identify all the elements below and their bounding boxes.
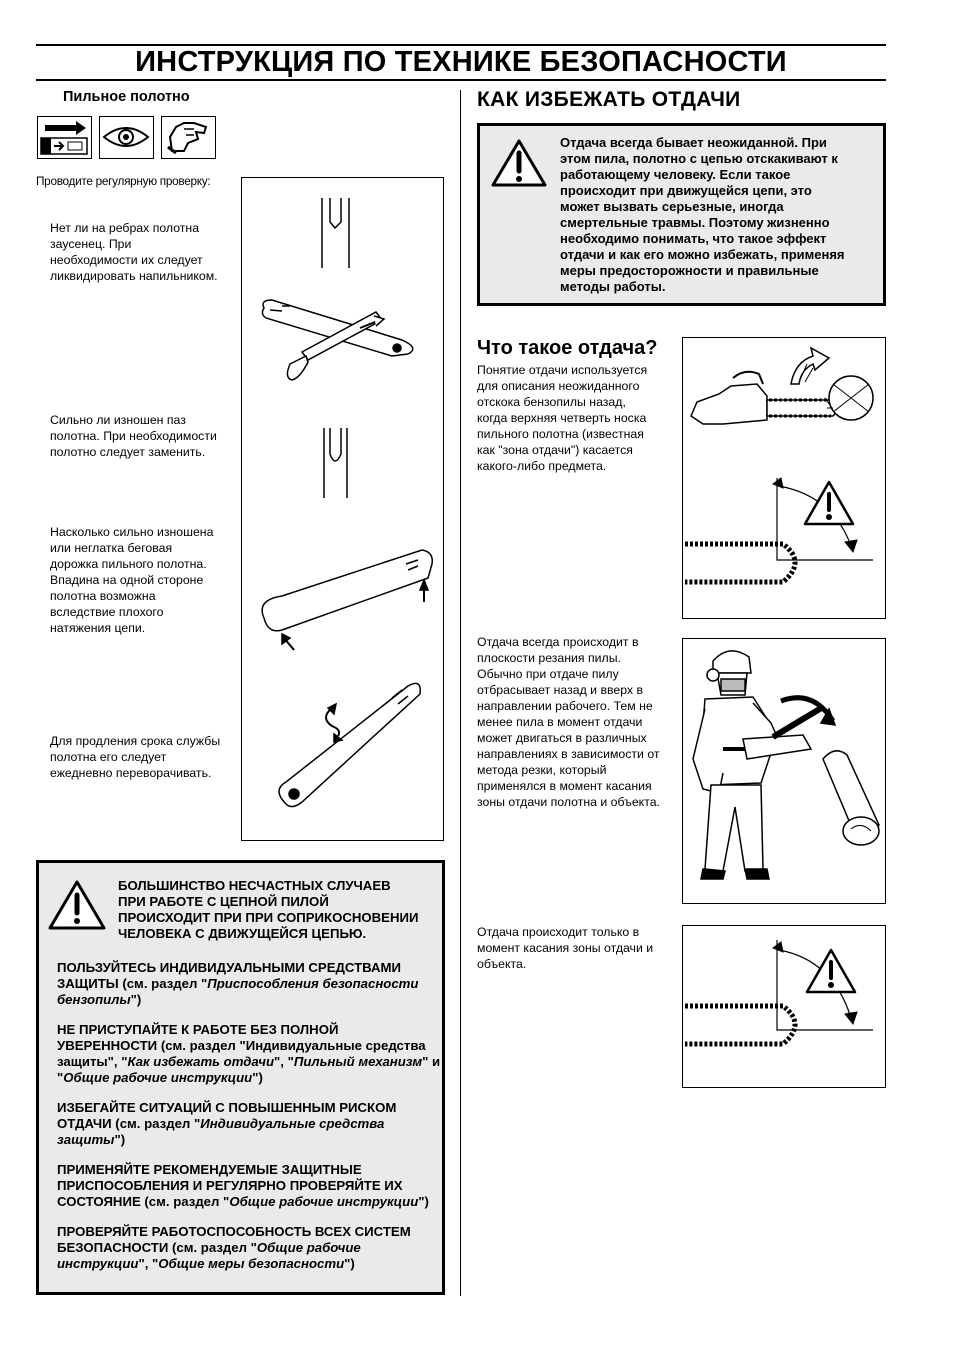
column-divider (460, 90, 461, 1296)
what-is-kickback-heading: Что такое отдача? (477, 337, 658, 359)
chainsaw-kickback-icon (691, 348, 873, 424)
kickback-contact-text: Отдача происходит только в момент касания зоны отдачи и объекта. (477, 925, 654, 971)
kickback-warning-text: Отдача всегда бывает неожиданной. При этом пила, полотно с цепью отскакивают к работающему человеку. Если такое происходит при движущейся цепи, это может вызвать серьезные, иногда смертельные травмы. Поэтому жизненно необходимо понимать, что такое эффект отдачи и как его можно избежать, применяя меры предосторожности и правильные методы работы. (560, 135, 845, 294)
warning-triangle-icon (490, 138, 548, 188)
worn-groove-section-icon (324, 428, 347, 498)
eye-icon (100, 117, 152, 157)
bar-illustration-box (241, 177, 444, 841)
glove-icon-box (161, 116, 216, 159)
worker-with-chainsaw-icon (693, 651, 879, 879)
warning-item-protective-equipment: ПРИМЕНЯЙТЕ РЕКОМЕНДУЕМЫЕ ЗАЩИТНЫЕ ПРИСПОСОБЛЕНИЯ И РЕГУЛЯРНО ПРОВЕРЯЙТЕ ИХ СОСТОЯНИЕ (см. раздел "Общие рабочие инструкции") (57, 1162, 429, 1209)
inspection-intro: Проводите регулярную проверку: (36, 174, 211, 188)
section-heading-bar: Пильное полотно (63, 89, 190, 105)
check-rail-text: Насколько сильно изношена или неглатка беговая дорожка пильного полотна. Впадина на одной стороне полотна возможна вследствие плохого натяжения цепи. (50, 525, 214, 635)
kickback-contact-illustration-box (682, 925, 886, 1088)
accident-warning-list (57, 960, 441, 1286)
check-groove-text: Сильно ли изношен паз полотна. При необходимости полотно следует заменить. (50, 413, 217, 459)
kickback-direction-text: Отдача всегда происходит в плоскости резания пилы. Обычно при отдаче пилу отбрасывает назад и вверх в направлении рабочего. Тем не менее пила в момент отдачи может двигаться в различных направлениях в зависимости от метода резки, который применялся в момент касания зоны отдачи полотна и объекта. (477, 635, 660, 809)
worker-kickback-illustration (683, 639, 885, 903)
kickback-zone-illustration-box (682, 337, 886, 619)
bar-rail-wear-icon (262, 550, 432, 650)
accident-warning-header: БОЛЬШИНСТВО НЕСЧАСТНЫХ СЛУЧАЕВ ПРИ РАБОТЕ С ЦЕПНОЙ ПИЛОЙ ПРОИСХОДИТ ПРИ ПРИ СОПРИКОСНОВЕНИИ ЧЕЛОВЕКА С ДВИЖУЩЕЙСЯ ЦЕПЬЮ. (118, 878, 419, 941)
file-on-bar-icon (262, 300, 412, 380)
guide-bar-illustrations (242, 178, 443, 840)
kickback-heading: КАК ИЗБЕЖАТЬ ОТДАЧИ (477, 88, 741, 111)
check-burrs-text: Нет ли на ребрах полотна заусенец. При необходимости их следует ликвидировать напильником. (50, 221, 218, 283)
title-underline (36, 79, 886, 81)
kickback-contact-diagram (683, 926, 885, 1087)
worker-illustration-box (682, 638, 886, 904)
manual-icon-box (37, 116, 92, 159)
warning-item-ppe: ПОЛЬЗУЙТЕСЬ ИНДИВИДУАЛЬНЫМИ СРЕДСТВАМИ ЗАЩИТЫ (см. раздел "Приспособления безопасности бензопилы") (57, 960, 419, 1007)
kickback-zone-diagram (685, 478, 873, 582)
check-flip-text: Для продления срока службы полотна его следует ежедневно переворачивать. (50, 734, 221, 780)
bar-flip-icon (279, 683, 420, 806)
warning-item-kickback-risk: ИЗБЕГАЙТЕ СИТУАЦИЙ С ПОВЫШЕННЫМ РИСКОМ ОТДАЧИ (см. раздел "Индивидуальные средства защиты") (57, 1100, 397, 1147)
kickback-definition-text: Понятие отдачи используется для описания неожиданного отскока бензопилы назад, когда верхняя четверть носка пильного полотна (известная как "зона отдачи") касается какого-либо предмета. (477, 363, 648, 473)
eye-icon-box (99, 116, 154, 159)
arrow-into-manual-icon (38, 117, 90, 157)
page-title: ИНСТРУКЦИЯ ПО ТЕХНИКЕ БЕЗОПАСНОСТИ (135, 46, 787, 78)
bar-groove-section-icon (322, 198, 349, 268)
warning-item-confidence: НЕ ПРИСТУПАЙТЕ К РАБОТЕ БЕЗ ПОЛНОЙ УВЕРЕННОСТИ (см. раздел "Индивидуальные средства защиты", "Как избежать отдачи", "Пильный механизм" и "Общие рабочие инструкции") (57, 1022, 441, 1085)
kickback-zone-illustration (683, 338, 885, 618)
warning-triangle-icon (47, 879, 107, 931)
kickback-warning-box (477, 123, 886, 306)
warning-item-safety-systems: ПРОВЕРЯЙТЕ РАБОТОСПОСОБНОСТЬ ВСЕХ СИСТЕМ БЕЗОПАСНОСТИ (см. раздел "Общие рабочие инструкции", "Общие меры безопасности") (57, 1224, 411, 1271)
accident-warning-box (36, 860, 445, 1295)
glove-icon (162, 117, 214, 157)
